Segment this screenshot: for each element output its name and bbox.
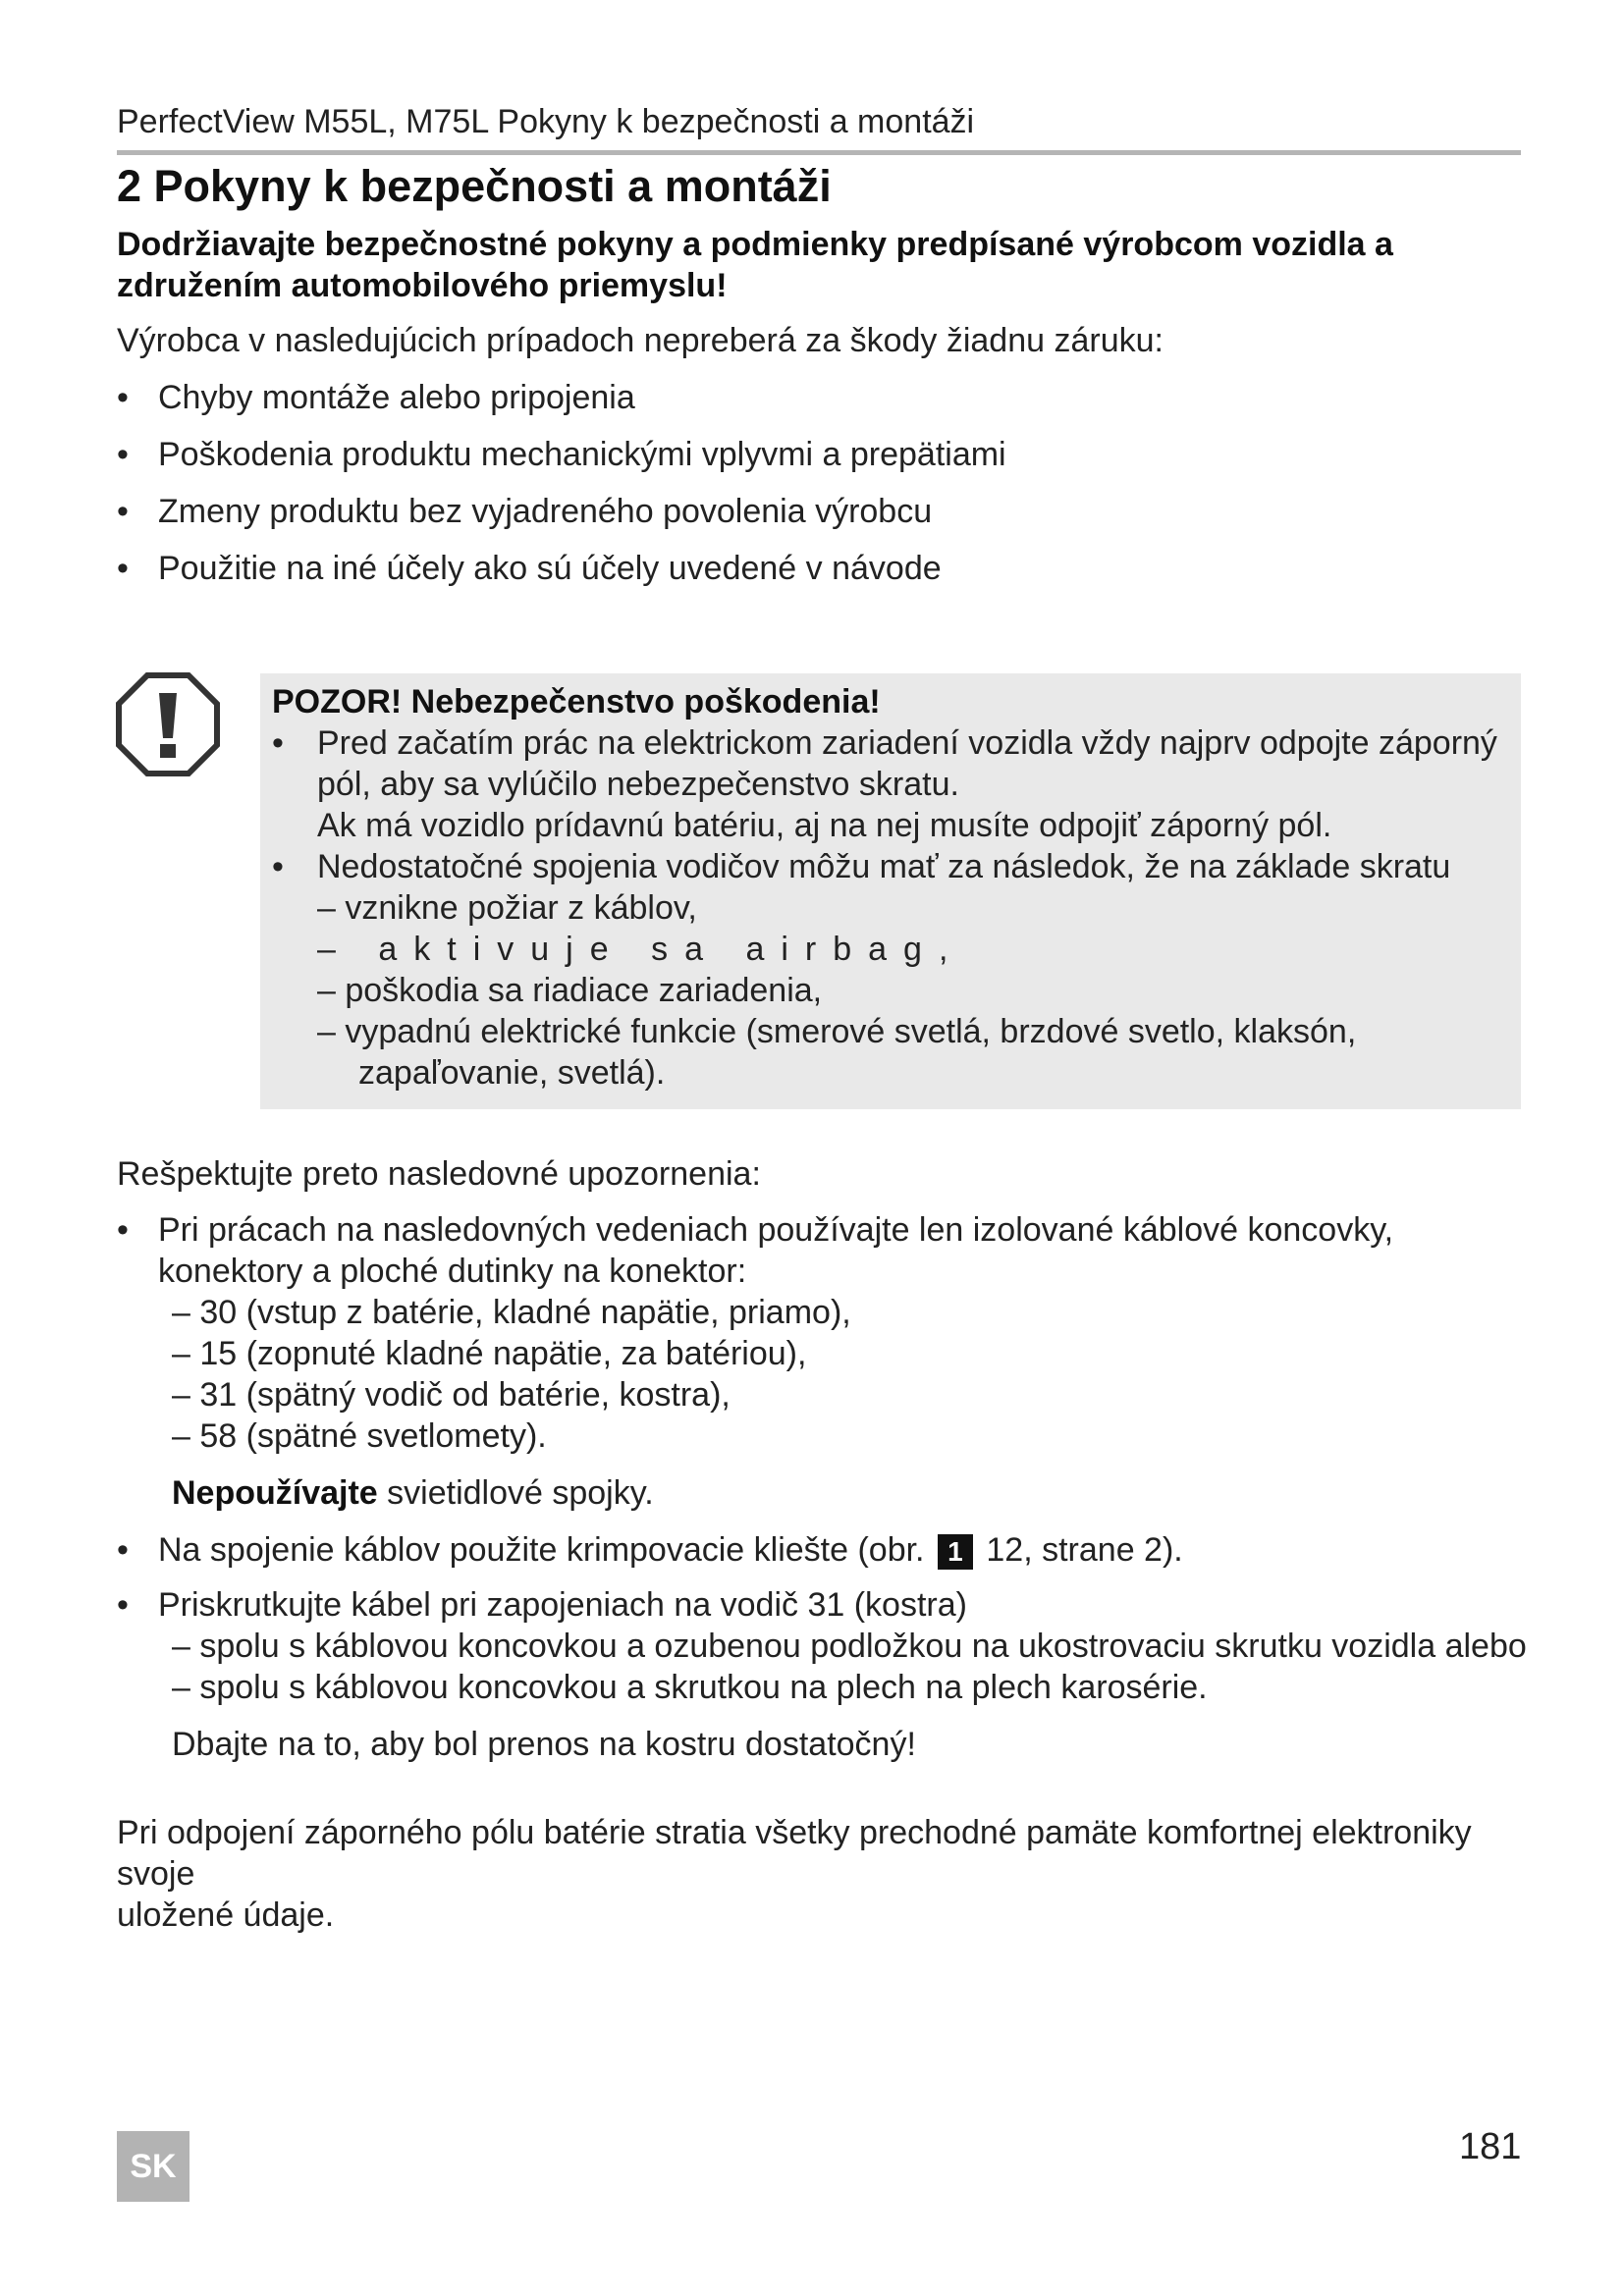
bullet: • [117, 1586, 129, 1624]
list-item: • Priskrutkujte kábel pri zapojeniach na vodič 31 (kostra) – spolu s káblovou koncovkou a ozubenou podložkou na ukostrovaciu skrutku vozidla alebo – spolu s káblovou koncovkou a skrutkou na plech na plech karosérie. Dbajte na to, aby bol prenos na kostru dostatočný! [117, 1586, 1527, 1763]
list-item: • Zmeny produktu bez vyjadreného povolenia výrobcu [117, 493, 933, 530]
bullet: • [272, 724, 284, 762]
lead-paragraph: Dodržiavajte bezpečnostné pokyny a podmienky predpísané výrobcom vozidla a združením automobilového priemyslu! [117, 226, 1393, 304]
running-header: PerfectView M55L, M75L Pokyny k bezpečnosti a montáži [117, 103, 975, 140]
list-item: • Použitie na iné účely ako sú účely uvedené v návode [117, 550, 942, 587]
page-number: 181 [1459, 2126, 1522, 2167]
bullet: • [117, 379, 129, 416]
bullet: • [117, 1531, 129, 1569]
bullet: • [117, 493, 129, 530]
language-badge: SK [117, 2131, 189, 2202]
warning-item: • Nedostatočné spojenia vodičov môžu mať za následok, že na základe skratu – vznikne požiar z káblov, – aktivuje sa airbag, – poškodia sa riadiace zariadenia, – vypadnú elektrické funkcie (smerové svetlá, brzdové svetlo, klaksón, zapaľovanie, svetlá). [272, 848, 1451, 1092]
octagon-exclamation-icon [115, 671, 221, 777]
bullet: • [117, 436, 129, 473]
figure-number-badge: 1 [938, 1534, 973, 1570]
intro-paragraph: Výrobca v nasledujúcich prípadoch nepreberá za škody žiadnu záruku: [117, 322, 1164, 359]
closing-paragraph: Pri odpojení záporného pólu batérie stratia všetky prechodné pamäte komfortnej elektroniky svoje uložené údaje. [117, 1814, 1472, 1934]
warning-item: • Pred začatím prác na elektrickom zariadení vozidla vždy najprv odpojte záporný pól, aby sa vylúčilo nebezpečenstvo skratu. Ak má vozidlo prídavnú batériu, aj na nej musíte odpojiť záporný pól. [272, 724, 1497, 844]
warning-title: POZOR! Nebezpečenstvo poškodenia! [272, 683, 881, 721]
list-item: • Poškodenia produktu mechanickými vplyvmi a prepätiami [117, 436, 1006, 473]
section-title: 2 Pokyny k bezpečnosti a montáži [117, 161, 832, 211]
list-item: • Pri prácach na nasledovných vedeniach používajte len izolované káblové koncovky, konektory a ploché dutinky na konektor: – 30 (vstup z batérie, kladné napätie, priamo), – 15 (zopnuté kladné napätie, za batériou), – 31 (spätný vodič od batérie, kostra), – 58 (spätné svetlomety). Nepoužívajte svietidlové spojky. [117, 1211, 1394, 1512]
bullet: • [117, 1211, 129, 1249]
list-item: • Na spojenie káblov použite krimpovacie kliešte (obr. 1 12, strane 2). [117, 1531, 1183, 1569]
header-rule [117, 150, 1521, 155]
bullet: • [272, 848, 284, 885]
list-item: • Chyby montáže alebo pripojenia [117, 379, 635, 416]
notes-intro: Rešpektujte preto nasledovné upozornenia: [117, 1155, 761, 1193]
bullet: • [117, 550, 129, 587]
emphasis: Nepoužívajte [172, 1474, 378, 1512]
